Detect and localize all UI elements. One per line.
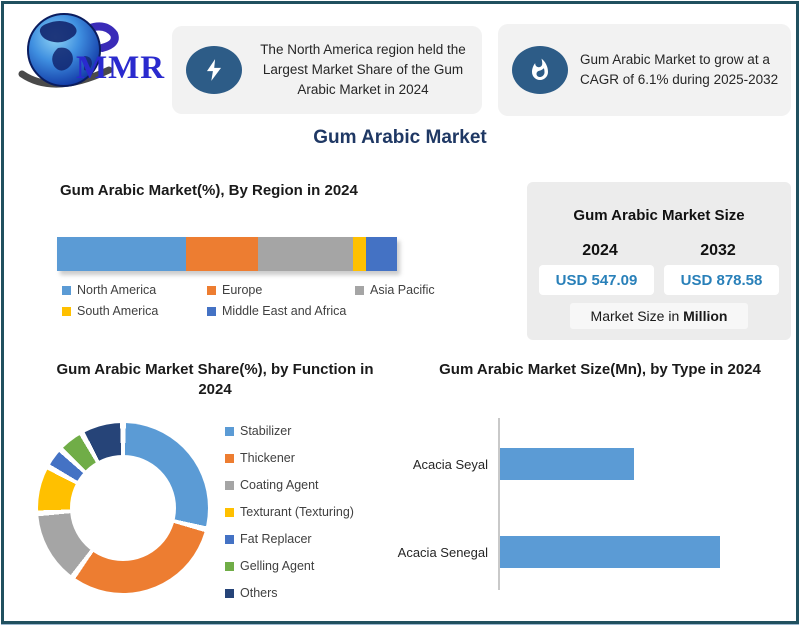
callout-north-america bbox=[172, 26, 482, 114]
legend-marker-icon bbox=[225, 535, 234, 544]
region-legend-item bbox=[355, 283, 482, 297]
function-legend-item bbox=[225, 478, 354, 492]
region-legend-item bbox=[207, 304, 355, 318]
market-size-title: Gum Arabic Market Size bbox=[573, 207, 745, 224]
flame-icon bbox=[512, 46, 568, 94]
legend-marker-icon bbox=[225, 508, 234, 517]
market-size-card bbox=[527, 182, 791, 340]
legend-label: Thickener bbox=[240, 451, 295, 465]
legend-label: Texturant (Texturing) bbox=[240, 505, 354, 519]
legend-label: Fat Replacer bbox=[240, 532, 312, 546]
function-legend-item bbox=[225, 559, 354, 573]
legend-label: North America bbox=[77, 283, 157, 297]
legend-marker-icon bbox=[225, 481, 234, 490]
region-segment-4 bbox=[366, 237, 397, 271]
region-segment-3 bbox=[353, 237, 367, 271]
legend-marker-icon bbox=[225, 454, 234, 463]
region-segment-0 bbox=[57, 237, 186, 271]
label-acacia-senegal: Acacia Senegal bbox=[397, 545, 488, 560]
bolt-icon bbox=[186, 46, 242, 94]
function-legend-item bbox=[225, 451, 354, 465]
region-segment-2 bbox=[258, 237, 353, 271]
function-legend-item bbox=[225, 532, 354, 546]
region-legend-item bbox=[62, 283, 207, 297]
page-title: Gum Arabic Market bbox=[313, 127, 487, 148]
legend-label: Gelling Agent bbox=[240, 559, 315, 573]
function-legend-item bbox=[225, 424, 354, 438]
function-chart-title: Gum Arabic Market Share(%), by Function in 2024 bbox=[56, 361, 374, 399]
callout-text: Gum Arabic Market to grow at a CAGR of 6.1% during 2025-2032 bbox=[580, 51, 779, 87]
logo-wordmark: MMR bbox=[76, 50, 166, 86]
region-legend-item bbox=[207, 283, 355, 297]
function-legend-item bbox=[225, 505, 354, 519]
mmr-logo bbox=[14, 8, 184, 100]
bar-acacia-seyal bbox=[500, 448, 634, 480]
region-chart-title: Gum Arabic Market(%), By Region in 2024 bbox=[60, 182, 358, 199]
type-chart-title: Gum Arabic Market Size(Mn), by Type in 2024 bbox=[439, 361, 761, 378]
footnote-unit: Million bbox=[683, 308, 728, 324]
legend-label: Europe bbox=[222, 283, 263, 297]
year-2032-label: 2032 bbox=[700, 242, 736, 259]
function-donut-chart bbox=[38, 423, 208, 593]
year-2024-label: 2024 bbox=[582, 242, 618, 259]
region-segment-1 bbox=[186, 237, 257, 271]
callout-cagr bbox=[498, 24, 791, 116]
legend-label: South America bbox=[77, 304, 159, 318]
legend-marker-icon bbox=[225, 562, 234, 571]
function-legend bbox=[225, 424, 354, 600]
legend-marker-icon bbox=[225, 427, 234, 436]
legend-label: Middle East and Africa bbox=[222, 304, 347, 318]
legend-marker-icon bbox=[62, 307, 71, 316]
donut-hole bbox=[70, 455, 176, 561]
region-legend bbox=[62, 283, 482, 318]
legend-label: Stabilizer bbox=[240, 424, 292, 438]
legend-label: Asia Pacific bbox=[370, 283, 435, 297]
bar-acacia-senegal bbox=[500, 536, 720, 568]
market-size-value-2024: USD 547.09 bbox=[539, 265, 654, 295]
legend-marker-icon bbox=[207, 307, 216, 316]
footnote-prefix: Market Size in bbox=[590, 308, 684, 324]
market-size-footnote bbox=[570, 303, 748, 329]
legend-marker-icon bbox=[355, 286, 364, 295]
function-legend-item bbox=[225, 586, 354, 600]
region-legend-item bbox=[62, 304, 207, 318]
legend-label: Others bbox=[240, 586, 278, 600]
legend-marker-icon bbox=[225, 589, 234, 598]
legend-label: Coating Agent bbox=[240, 478, 319, 492]
region-stacked-bar bbox=[57, 237, 397, 271]
market-size-value-2032: USD 878.58 bbox=[664, 265, 779, 295]
callout-text: The North America region held the Largest Market Share of the Gum Arabic Market in 2024 bbox=[260, 41, 466, 98]
type-bar-chart bbox=[498, 418, 756, 590]
label-acacia-seyal: Acacia Seyal bbox=[412, 457, 488, 472]
legend-marker-icon bbox=[207, 286, 216, 295]
legend-marker-icon bbox=[62, 286, 71, 295]
